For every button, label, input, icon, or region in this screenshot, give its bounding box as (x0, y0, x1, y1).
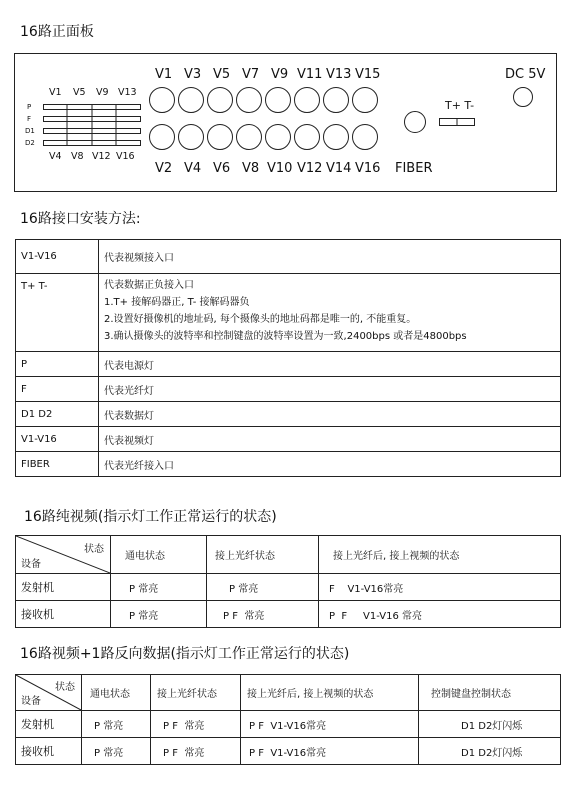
bnc-port-v10 (265, 124, 291, 150)
status-cell: P F V1-V16常亮 (241, 711, 419, 738)
install-desc-line: 1.T+ 接解码器正, T- 接解码器负 (104, 297, 250, 308)
fiber-port (404, 111, 426, 133)
status-cell: P F V1-V16 常亮 (319, 601, 561, 628)
bnc-port-v4 (178, 124, 204, 150)
install-key: V1-V16 (16, 240, 99, 274)
column-header: 接上光纤状态 (151, 675, 241, 711)
corner-device-label: 设备 (21, 696, 41, 707)
table-row (16, 427, 561, 452)
status-cell: P 常亮 (111, 601, 207, 628)
left-top-label-v5: V5 (73, 87, 86, 98)
bnc-port-v1 (149, 87, 175, 113)
corner-status-label: 状态 (84, 544, 104, 555)
install-key: FIBER (16, 452, 99, 477)
install-desc: 代表光纤接入口 (99, 452, 561, 477)
install-desc (99, 240, 561, 274)
tt-terminal-divider (439, 118, 475, 126)
install-desc: 代表电源灯 (99, 352, 561, 377)
status-cell: F V1-V16常亮 (319, 574, 561, 601)
status-cell: P 常亮 (207, 574, 319, 601)
left-bottom-label-v12: V12 (92, 151, 111, 162)
device-name: 接收机 (16, 601, 111, 628)
bnc-port-v12 (294, 124, 320, 150)
column-header: 控制键盘控制状态 (419, 675, 561, 711)
port-label-v7: V7 (242, 67, 260, 82)
table-row (16, 601, 561, 628)
column-header: 接上光纤状态 (207, 536, 319, 574)
install-key: P (16, 352, 99, 377)
fiber-label: FIBER (395, 161, 433, 176)
status-cell: P 常亮 (82, 738, 151, 765)
indicator-label-p: P (27, 103, 32, 111)
column-header: 接上光纤后, 接上视频的状态 (319, 536, 561, 574)
table-row (16, 536, 561, 574)
table-row (16, 738, 561, 765)
table-row (16, 240, 561, 274)
status-cell: D1 D2灯闪烁 (419, 738, 561, 765)
bnc-port-v7 (236, 87, 262, 113)
bnc-port-v16 (352, 124, 378, 150)
port-label-v3: V3 (184, 67, 202, 82)
port-label-v8: V8 (242, 161, 260, 176)
bnc-port-v5 (207, 87, 233, 113)
bnc-port-v13 (323, 87, 349, 113)
dc-power-jack (513, 87, 533, 107)
status-cell: P F V1-V16常亮 (241, 738, 419, 765)
device-name: 接收机 (16, 738, 82, 765)
front-panel-diagram (14, 53, 557, 192)
corner-header (16, 675, 82, 711)
status-cell: P 常亮 (111, 574, 207, 601)
install-desc-line: 代表视频接入口 (104, 253, 174, 264)
table-row (16, 377, 561, 402)
section-title-video-data: 16路视频+1路反向数据(指示灯工作正常运行的状态) (20, 646, 350, 662)
port-label-v13: V13 (326, 67, 352, 82)
install-table (15, 239, 561, 477)
install-desc-line: 2.设置好摄像机的地址码, 每个摄像头的地址码都是唯一的, 不能重复。 (104, 314, 417, 325)
status-cell: P 常亮 (82, 711, 151, 738)
bnc-port-v11 (294, 87, 320, 113)
left-bottom-label-v8: V8 (71, 151, 84, 162)
port-label-v1: V1 (155, 67, 173, 82)
install-desc (99, 274, 561, 352)
column-header: 通电状态 (111, 536, 207, 574)
corner-header (16, 536, 111, 574)
corner-device-label: 设备 (21, 559, 41, 570)
section-title-install: 16路接口安装方法: (20, 211, 141, 227)
status-cell: P F 常亮 (151, 738, 241, 765)
install-desc-line: 代表数据正负接入口 (104, 280, 194, 291)
install-desc: 代表视频灯 (99, 427, 561, 452)
bnc-port-v6 (207, 124, 233, 150)
table-row (16, 352, 561, 377)
video-data-status-table (15, 674, 561, 765)
port-label-v9: V9 (271, 67, 289, 82)
install-desc: 代表数据灯 (99, 402, 561, 427)
tt-label: T+ T- (445, 99, 475, 112)
bnc-port-v8 (236, 124, 262, 150)
port-label-v12: V12 (297, 161, 323, 176)
indicator-label-d1: D1 (25, 127, 35, 135)
section-title-video: 16路纯视频(指示灯工作正常运行的状态) (24, 509, 277, 525)
port-label-v16: V16 (355, 161, 381, 176)
port-label-v10: V10 (267, 161, 293, 176)
port-label-v2: V2 (155, 161, 173, 176)
install-key: D1 D2 (16, 402, 99, 427)
indicator-label-d2: D2 (25, 139, 35, 147)
install-desc: 代表光纤灯 (99, 377, 561, 402)
left-bottom-label-v16: V16 (116, 151, 135, 162)
install-desc-line: 3.确认摄像头的波特率和控制键盘的波特率设置为一致,2400bps 或者是4800bps (104, 331, 467, 342)
bnc-port-v3 (178, 87, 204, 113)
left-bottom-label-v4: V4 (49, 151, 62, 162)
table-row (16, 452, 561, 477)
table-row (16, 574, 561, 601)
device-name: 发射机 (16, 574, 111, 601)
port-label-v11: V11 (297, 67, 323, 82)
column-header: 通电状态 (82, 675, 151, 711)
left-top-label-v13: V13 (118, 87, 137, 98)
bnc-port-v9 (265, 87, 291, 113)
table-row (16, 274, 561, 352)
status-cell: P F 常亮 (207, 601, 319, 628)
install-key: V1-V16 (16, 427, 99, 452)
column-header: 接上光纤后, 接上视频的状态 (241, 675, 419, 711)
port-label-v5: V5 (213, 67, 231, 82)
corner-status-label: 状态 (55, 682, 75, 693)
status-cell: P F 常亮 (151, 711, 241, 738)
left-top-label-v1: V1 (49, 87, 62, 98)
port-label-v14: V14 (326, 161, 352, 176)
section-title-front-panel: 16路正面板 (20, 24, 94, 40)
bnc-port-v14 (323, 124, 349, 150)
indicator-bar-dividers (43, 104, 141, 147)
bnc-port-v2 (149, 124, 175, 150)
install-key: T+ T- (16, 274, 99, 352)
left-top-label-v9: V9 (96, 87, 109, 98)
device-name: 发射机 (16, 711, 82, 738)
port-label-v4: V4 (184, 161, 202, 176)
table-row (16, 711, 561, 738)
video-status-table (15, 535, 561, 628)
port-label-v6: V6 (213, 161, 231, 176)
indicator-label-f: F (27, 115, 32, 123)
table-row (16, 675, 561, 711)
status-cell: D1 D2灯闪烁 (419, 711, 561, 738)
dc-label: DC 5V (505, 67, 546, 82)
bnc-port-v15 (352, 87, 378, 113)
install-key: F (16, 377, 99, 402)
table-row (16, 402, 561, 427)
port-label-v15: V15 (355, 67, 381, 82)
